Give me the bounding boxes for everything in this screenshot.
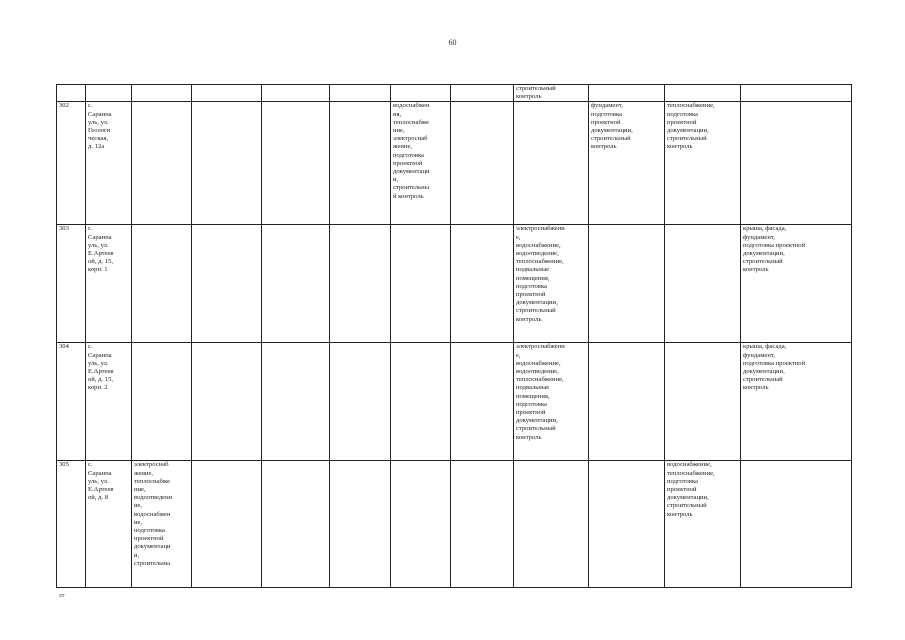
cell-col6 — [391, 225, 451, 343]
cell-col11: крыша, фасада, фундамент, подготовка проектной документации, строительный контроль — [741, 225, 852, 343]
cell-col3 — [192, 343, 262, 461]
cell-col9 — [589, 343, 665, 461]
cell-col2 — [132, 343, 192, 461]
cell-col3 — [192, 225, 262, 343]
cell-col8 — [514, 102, 589, 225]
cell-address: с. Саранпа уль, ул. Е.Артеев ой, д. 15, корп. 2 — [86, 343, 132, 461]
cell-col4 — [262, 102, 330, 225]
cell-col11 — [741, 85, 852, 102]
cell-col9: фундамент, подготовка проектной документации, строительный контроль — [589, 102, 665, 225]
cell-col11 — [741, 102, 852, 225]
cell-col7 — [451, 225, 514, 343]
cell-col3 — [192, 461, 262, 588]
cell-col5 — [330, 102, 391, 225]
cell-col10 — [665, 85, 741, 102]
cell-col2 — [132, 102, 192, 225]
cell-address: с. Саранпа уль, ул. Геологи ческая, д. 12а — [86, 102, 132, 225]
table-row-continuation — [57, 85, 852, 102]
cell-col9 — [589, 461, 665, 588]
cell-col10 — [665, 343, 741, 461]
cell-num — [57, 85, 86, 102]
cell-col7 — [451, 85, 514, 102]
cell-col5 — [330, 461, 391, 588]
cell-col3 — [192, 85, 262, 102]
table-row — [57, 343, 852, 461]
cell-col6 — [391, 85, 451, 102]
cell-col6 — [391, 461, 451, 588]
cell-col4 — [262, 225, 330, 343]
table-row — [57, 102, 852, 225]
cell-col9 — [589, 225, 665, 343]
cell-col2 — [132, 225, 192, 343]
cell-col10: теплоснабжение, подготовка проектной документации, строительный контроль — [665, 102, 741, 225]
cell-col2: электроснаб жение, теплоснабже ние, водоотведени ие, водоснабжен ие, подготовка проектной документаци и, строительны — [132, 461, 192, 588]
cell-col6 — [391, 343, 451, 461]
cell-address: с. Саранпа уль, ул. Е.Артеев ой, д. 15, корп. 1 — [86, 225, 132, 343]
cell-col5 — [330, 343, 391, 461]
cell-col7 — [451, 461, 514, 588]
table-row — [57, 461, 852, 588]
cell-col7 — [451, 343, 514, 461]
page-number: 60 — [448, 38, 457, 47]
cell-num: 305 — [57, 461, 86, 588]
cell-col10 — [665, 225, 741, 343]
footer-note: зт — [59, 592, 65, 599]
cell-col11 — [741, 461, 852, 588]
cell-col4 — [262, 85, 330, 102]
cell-col7 — [451, 102, 514, 225]
cell-col4 — [262, 343, 330, 461]
cell-col8: электроснабжени е, водоснабжение, водоотведение, теплоснабжение, подвальные помещения, подготовка проектной документации, строительный контроль — [514, 343, 589, 461]
cell-address — [86, 85, 132, 102]
cell-col3 — [192, 102, 262, 225]
cell-num: 302 — [57, 102, 86, 225]
cell-col10: водоснабжение, теплоснабжение, подготовка проектной документации, строительный контроль — [665, 461, 741, 588]
works-table — [56, 84, 852, 588]
cell-col8 — [514, 461, 589, 588]
cell-num: 303 — [57, 225, 86, 343]
cell-num: 304 — [57, 343, 86, 461]
cell-col8: электроснабжени е, водоснабжение, водоотведение, теплоснабжение, подвальные помещения, подготовка проектной документации, строительный контроль — [514, 225, 589, 343]
cell-col2 — [132, 85, 192, 102]
cell-col9 — [589, 85, 665, 102]
cell-col11: крыша, фасада, фундамент, подготовка проектной документации, строительный контроль — [741, 343, 852, 461]
cell-col5 — [330, 225, 391, 343]
cell-col5 — [330, 85, 391, 102]
cell-col6: водоснабжен ия, теплоснабже ние, электроснаб жение, подготовка проектной документаци и, строительны й контроль — [391, 102, 451, 225]
cell-col4 — [262, 461, 330, 588]
cell-col8: строительный контроль — [514, 85, 589, 102]
table-row — [57, 225, 852, 343]
cell-address: с. Саранпа уль, ул. Е.Артеев ой, д. 8 — [86, 461, 132, 588]
